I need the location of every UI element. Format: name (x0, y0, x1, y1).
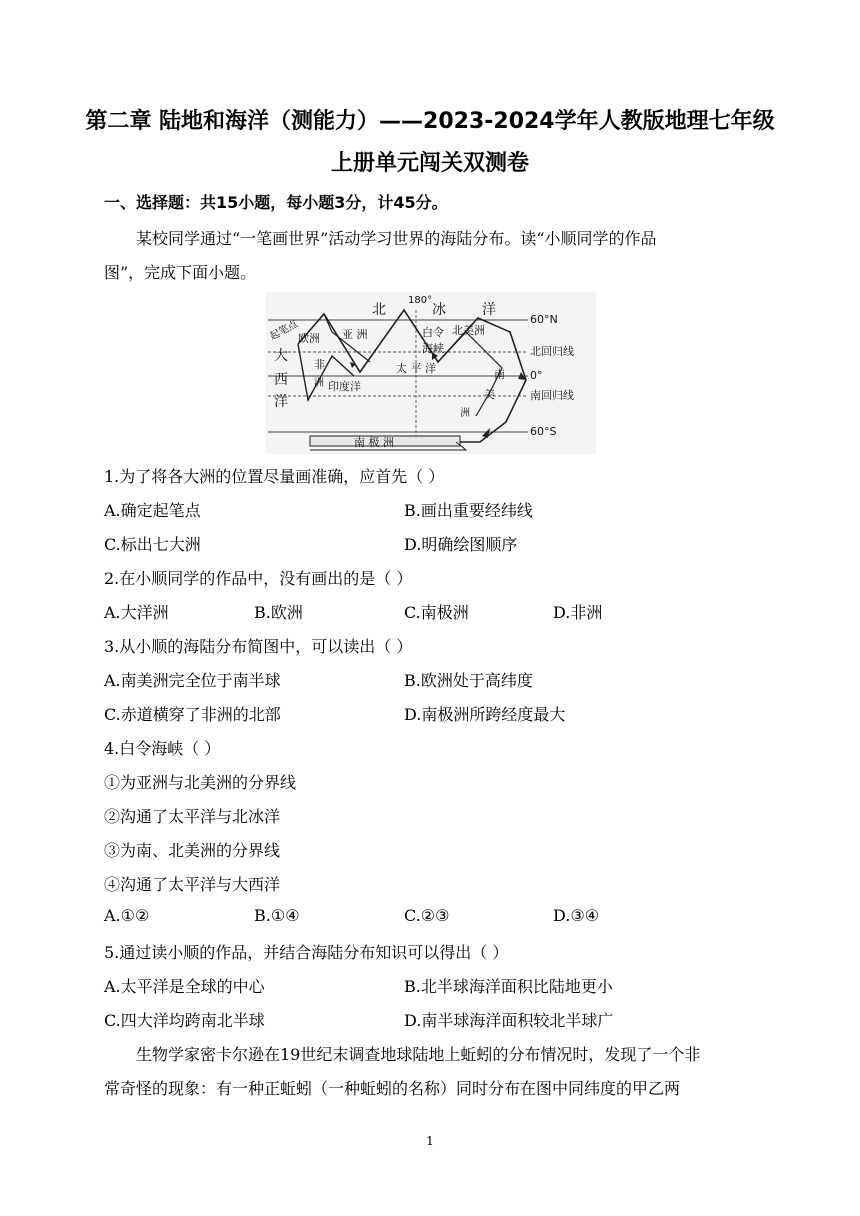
q5-option-a[interactable]: A.太平洋是全球的中心 (104, 977, 265, 996)
question-1-stem: 1.为了将各大洲的位置尽量画准确，应首先（ ） (104, 467, 445, 486)
label-60s: 60°S (530, 425, 557, 438)
q2-option-c[interactable]: C.南极洲 (404, 603, 469, 622)
label-fei: 非 (314, 358, 325, 371)
page-number: 1 (426, 1134, 434, 1148)
label-da: 大 (274, 348, 288, 364)
label-bei: 北 (372, 302, 386, 318)
intro-text: 某校同学通过“一笔画世界”活动学习世界的海陆分布。读“小顺同学的作品 (136, 229, 657, 248)
label-europe: 欧洲 (298, 332, 320, 345)
q4-option-b[interactable]: B.①④ (254, 906, 300, 925)
label-sa-mei: 美 (484, 388, 495, 401)
label-start-point: 起笔点 (268, 318, 300, 343)
section-heading: 一、选择题：共15小题，每小题3分，计45分。 (104, 193, 448, 212)
q3-option-b[interactable]: B.欧洲处于高纬度 (404, 671, 533, 690)
q2-option-a[interactable]: A.大洋洲 (104, 603, 169, 622)
question-2-stem: 2.在小顺同学的作品中，没有画出的是（ ） (104, 569, 413, 588)
label-bering-1: 白令 (422, 326, 444, 339)
intro-text: 图”，完成下面小题。 (104, 263, 257, 282)
question-3-stem: 3.从小顺的海陆分布简图中，可以读出（ ） (104, 637, 413, 656)
label-bing: 冰 (432, 302, 446, 318)
q1-option-d[interactable]: D.明确绘图顺序 (404, 535, 518, 554)
q2-option-b[interactable]: B.欧洲 (254, 603, 303, 622)
page-title-line-2: 上册单元闯关双测卷 (330, 151, 529, 176)
q4-option-c[interactable]: C.②③ (404, 906, 450, 925)
label-180: 180° (408, 295, 433, 306)
q4-statement-1: ①为亚洲与北美洲的分界线 (104, 773, 297, 792)
q5-option-b[interactable]: B.北半球海洋面积比陆地更小 (404, 977, 613, 996)
q1-option-b[interactable]: B.画出重要经纬线 (404, 501, 533, 520)
q1-option-a[interactable]: A.确定起笔点 (104, 501, 201, 520)
q4-statement-4: ④沟通了太平洋与大西洋 (104, 875, 281, 894)
question-5-stem: 5.通过读小顺的作品，并结合海陆分布知识可以得出（ ） (104, 943, 509, 962)
q4-option-a[interactable]: A.①② (104, 906, 150, 925)
q1-option-c[interactable]: C.标出七大洲 (104, 535, 201, 554)
q3-option-c[interactable]: C.赤道横穿了非洲的北部 (104, 705, 281, 724)
q5-option-d[interactable]: D.南半球海洋面积较北半球广 (404, 1011, 614, 1030)
q4-option-d[interactable]: D.③④ (553, 906, 600, 925)
paragraph-2: 生物学家密卡尔逊在19世纪末调查地球陆地上蚯蚓的分布情况时，发现了一个非 (136, 1045, 701, 1064)
world-sketch-map (266, 292, 596, 454)
label-north-america: 北美洲 (452, 324, 485, 337)
label-yang-north: 洋 (482, 302, 496, 318)
label-indian-ocean: 印度洋 (328, 380, 361, 393)
q4-statement-3: ③为南、北美洲的分界线 (104, 841, 281, 860)
page-title-line-1: 第二章 陆地和海洋（测能力）——2023-2024学年人教版地理七年级 (85, 109, 775, 134)
label-tropic-n: 北回归线 (530, 345, 574, 358)
label-tropic-s: 南回归线 (530, 389, 574, 402)
label-60n: 60°N (530, 313, 558, 326)
label-asia: 亚 洲 (342, 328, 368, 341)
label-equator: 0° (530, 369, 543, 382)
q3-option-d[interactable]: D.南极洲所跨经度最大 (404, 705, 566, 724)
label-antarctica: 南 极 洲 (354, 436, 394, 449)
label-bering-2: 海峡 (422, 342, 444, 355)
label-xi: 西 (274, 372, 288, 388)
question-4-stem: 4.白令海峡（ ） (104, 739, 221, 758)
label-sa-nan: 南 (494, 368, 505, 381)
q2-option-d[interactable]: D.非洲 (553, 603, 603, 622)
q5-option-c[interactable]: C.四大洋均跨南北半球 (104, 1011, 265, 1030)
paragraph-2: 常奇怪的现象：有一种正蚯蚓（一种蚯蚓的名称）同时分布在图中同纬度的甲乙两 (104, 1079, 681, 1098)
label-sa-zhou: 洲 (460, 408, 470, 419)
q3-option-a[interactable]: A.南美洲完全位于南半球 (104, 671, 281, 690)
label-zhou: 洲 (314, 378, 324, 389)
q4-statement-2: ②沟通了太平洋与北冰洋 (104, 807, 281, 826)
label-pacific: 太 平 洋 (396, 362, 436, 375)
label-yang-west: 洋 (274, 394, 288, 410)
